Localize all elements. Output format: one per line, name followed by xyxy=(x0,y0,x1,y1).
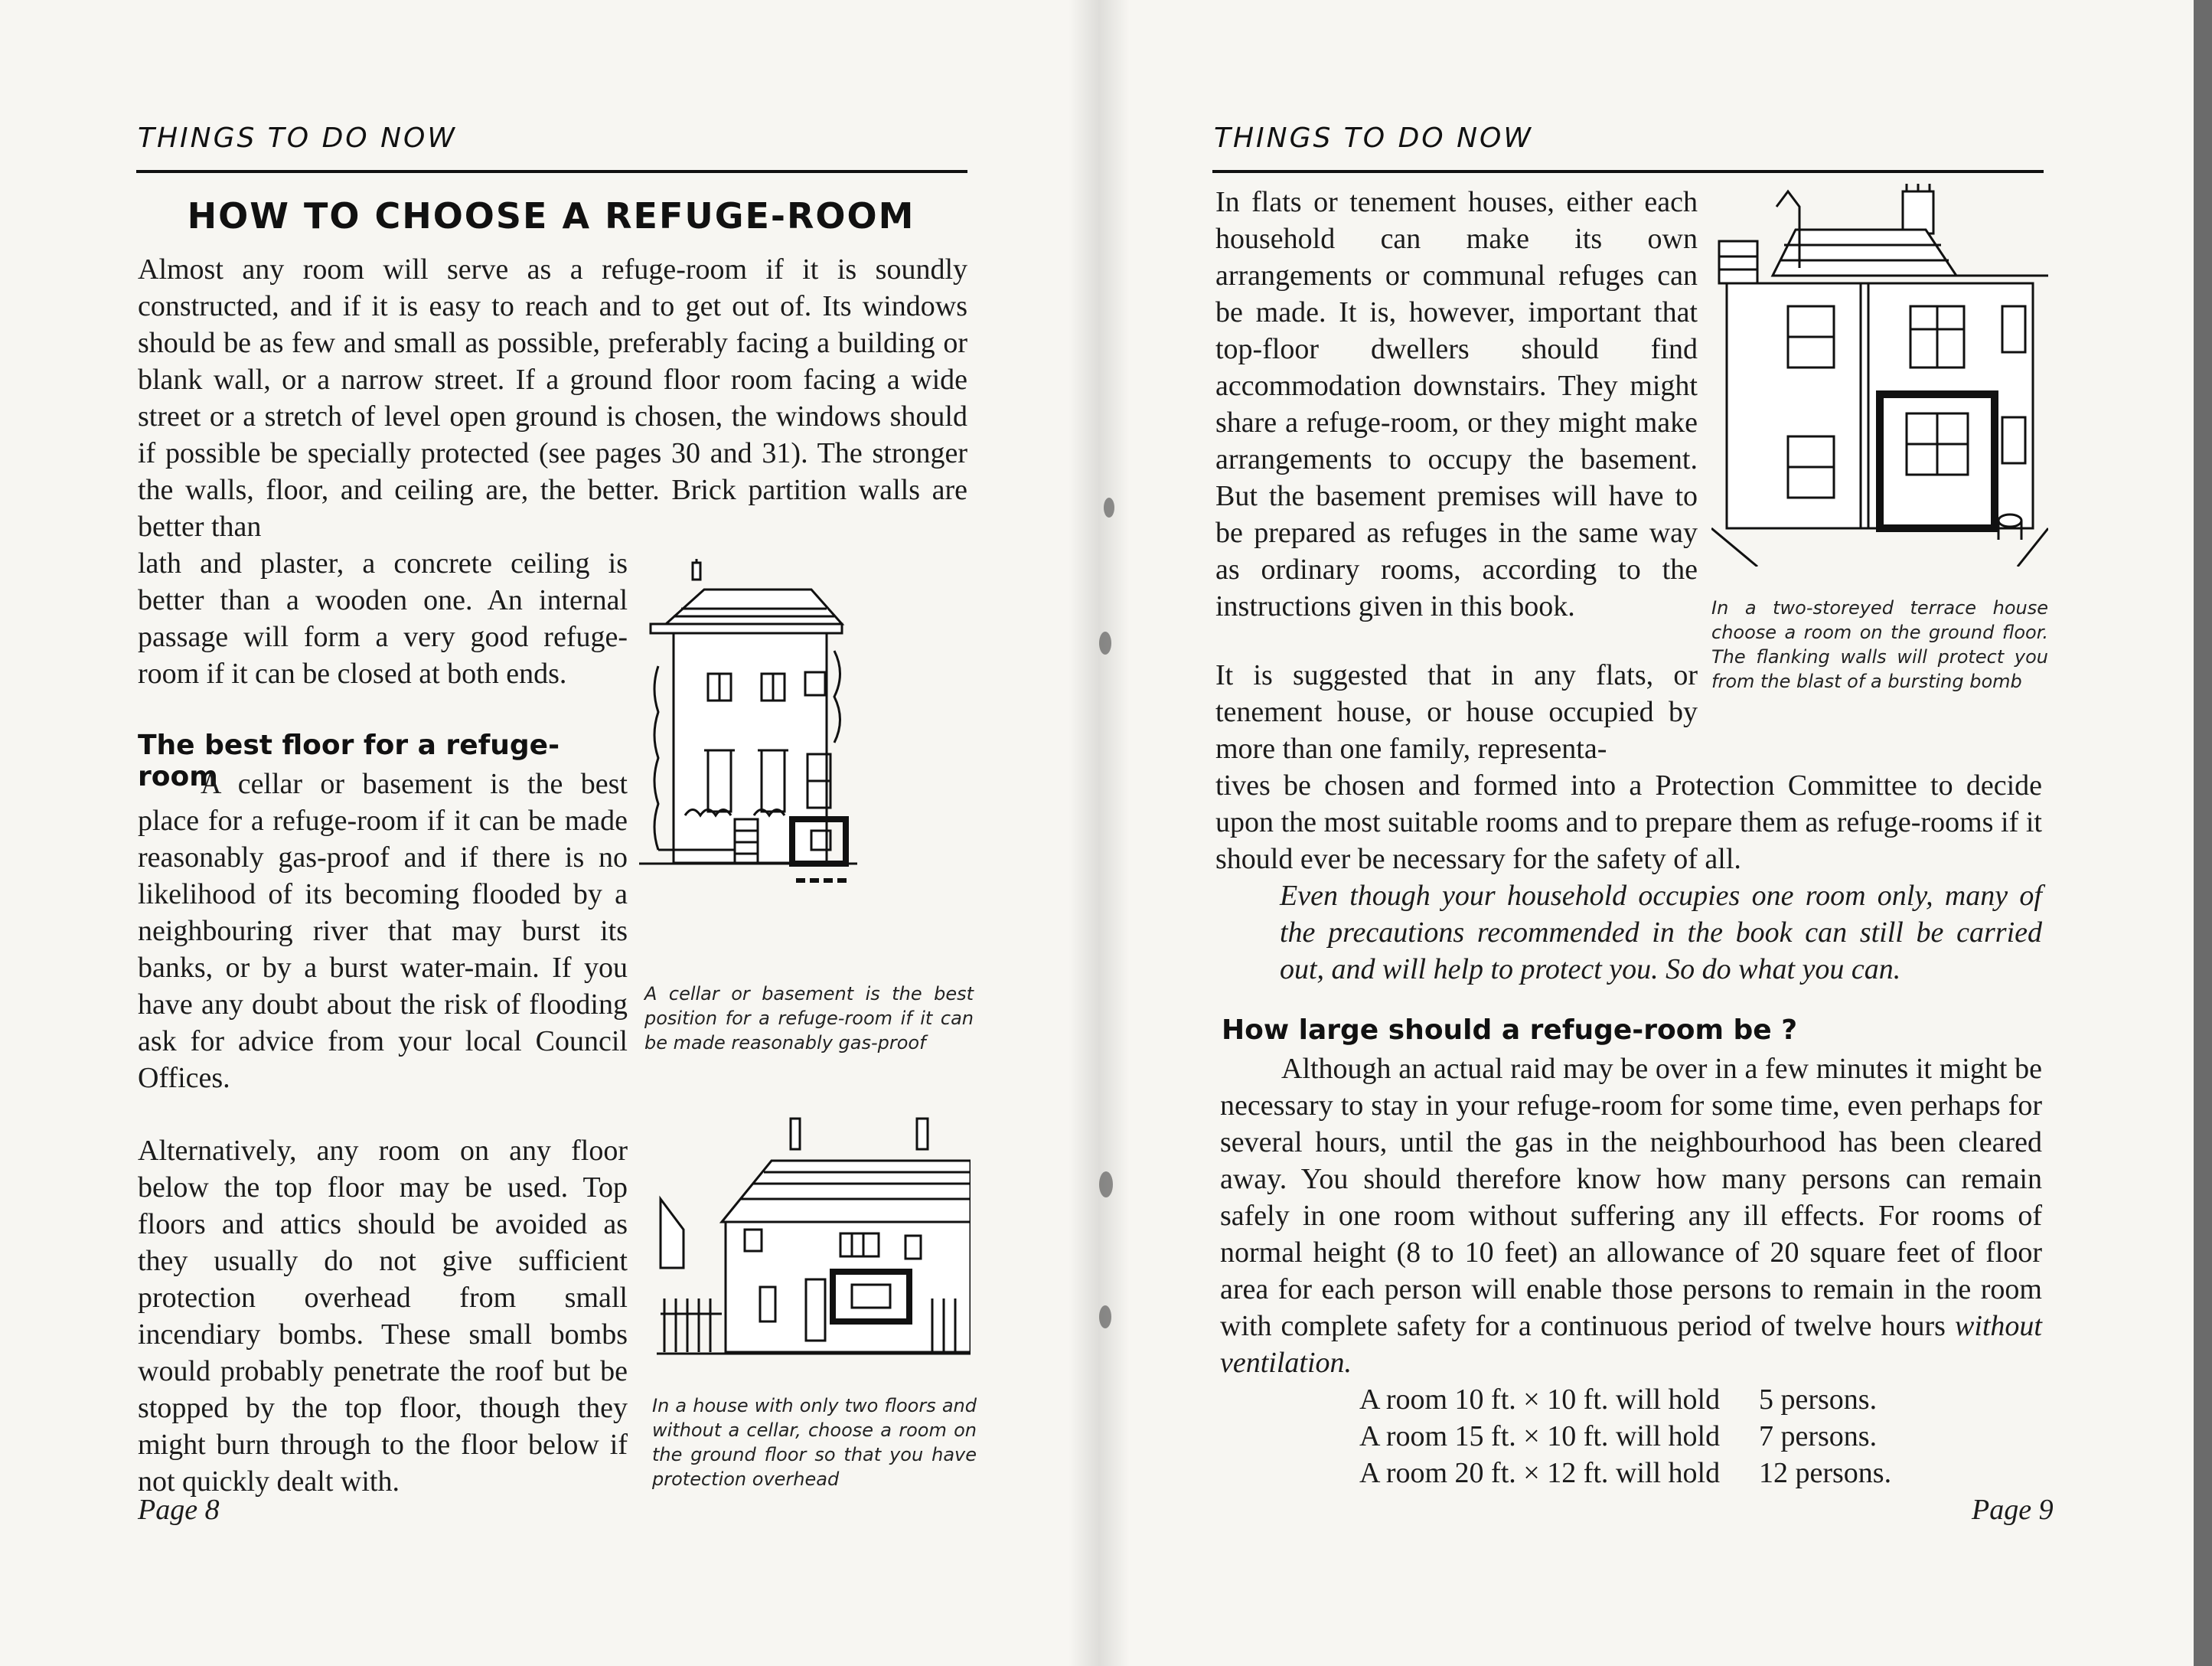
caption-terrace: In a two-storeyed terrace house choose a room on the ground floor. The flanking walls will protect you from the blast of a bursting bomb xyxy=(1711,597,2048,692)
terrace-house-illustration xyxy=(1711,184,2048,567)
page-number: Page 9 xyxy=(1972,1494,2054,1526)
person-count: 7 persons. xyxy=(1759,1420,1878,1452)
capacity-table xyxy=(1359,1381,2048,1491)
header-rule xyxy=(1212,170,2044,173)
committee-paragraph-continued: tives be chosen and formed into a Protection Committee to decide upon the most suitable rooms and to prepare them as refuge-rooms if it should ever be necessary for the safety of all. xyxy=(1215,769,2042,875)
page-title: HOW TO CHOOSE A REFUGE-ROOM xyxy=(187,195,915,237)
binding-spot xyxy=(1099,1171,1113,1197)
caption-two-floors: In a house with only two floors and without a cellar, choose a room on the ground floor so that you have protection overhead xyxy=(652,1395,977,1490)
running-head: THINGS TO DO NOW xyxy=(1214,122,1533,154)
page-number: Page 8 xyxy=(138,1494,220,1526)
room-size: A room 15 ft. × 10 ft. will hold xyxy=(1359,1420,1721,1452)
one-room-note: Even though your household occupies one room only, many of the precautions recommended in the book can still be carried out, and will help to protect you. So do what you can. xyxy=(1280,880,2042,985)
room-size-paragraph xyxy=(1220,1050,2042,1381)
house-with-cellar-illustration xyxy=(635,559,972,942)
person-count: 12 persons. xyxy=(1759,1457,1892,1489)
committee-paragraph: It is suggested that in any flats, or tenement house, or house occupied by more than one family, representa- xyxy=(1215,659,1698,765)
subhead-room-size: How large should a refuge-room be ? xyxy=(1222,1014,1798,1046)
running-head: THINGS TO DO NOW xyxy=(138,122,457,154)
binding-spot xyxy=(1104,498,1114,518)
gutter-shadow xyxy=(1099,0,1130,1666)
binding-spot xyxy=(1099,632,1111,655)
without-ventilation-text: without ventilation. xyxy=(1220,1310,2042,1379)
gutter-shadow xyxy=(1068,0,1099,1666)
intro-continued: lath and plaster, a concrete ceiling is better than a wooden one. An internal passage will form a very good refuge-room if it can be closed at both ends. xyxy=(138,547,628,690)
left-page xyxy=(0,0,1099,1666)
binding-spot xyxy=(1099,1305,1111,1328)
caption-cellar: A cellar or basement is the best position for a refuge-room if it can be made reasonably gas-proof xyxy=(644,983,974,1054)
flats-paragraph: In flats or tenement houses, either each household can make its own arrangements or communal refuges can be made. It is, however, important that top-floor dwellers should find accommodation downstairs. They might share a refuge-room, or they might make arrangements to occupy the basement. But the basement premises will have to be prepared as refuges in the same way as ordinary rooms, according to the instructions given in this book. xyxy=(1215,186,1698,622)
header-rule xyxy=(136,170,967,173)
intro-paragraph: Almost any room will serve as a refuge-room if it is soundly constructed, and if it is easy to reach and to get out of. Its windows should be as few and small as possible, preferably facing a building or blank wall, or a narrow street. If a ground floor room facing a wide street or a stretch of level open ground is chosen, the windows should if possible be specially protected (see pages 30 and 31). The stronger the walls, floor, and ceiling are, the better. Brick partition walls are better than xyxy=(138,253,967,543)
person-count: 5 persons. xyxy=(1759,1383,1878,1416)
capacity-row xyxy=(1359,1381,2048,1418)
two-floor-house-illustration xyxy=(657,1115,971,1375)
right-page xyxy=(1099,0,2194,1666)
capacity-row xyxy=(1359,1418,2048,1455)
room-size-text: Although an actual raid may be over in a few minutes it might be necessary to stay in your refuge-room for some time, even perhaps for several hours, until the gas in the neighbourhood has been cleared away. You should therefore know how many persons can remain safely in one room without suffering any ill effects. For rooms of normal height (8 to 10 feet) an allowance of 20 square feet of floor area for each person will enable those persons to remain in the room with complete safety for a continuous period of twelve hours xyxy=(1220,1053,2042,1342)
alternative-floor-paragraph: Alternatively, any room on any floor below the top floor may be used. Top floors and attics should be avoided as they usually do not give sufficient protection overhead from small incendiary bombs. These small bombs would probably penetrate the roof but be stopped by the top floor, though they might burn through to the floor below if not quickly dealt with. xyxy=(138,1135,628,1498)
subhead-best-floor: The best floor for a refuge-room xyxy=(138,730,560,792)
room-size: A room 10 ft. × 10 ft. will hold xyxy=(1359,1383,1721,1416)
cellar-paragraph: A cellar or basement is the best place for a refuge-room if it can be made reasonably gas-proof and if there is no likelihood of its becoming flooded by a neighbouring river that may burst its banks, or by a burst water-main. If you have any doubt about the risk of flooding ask for advice from your local Council Offices. xyxy=(138,768,628,1094)
room-size: A room 20 ft. × 12 ft. will hold xyxy=(1359,1457,1721,1489)
capacity-row xyxy=(1359,1455,2048,1491)
